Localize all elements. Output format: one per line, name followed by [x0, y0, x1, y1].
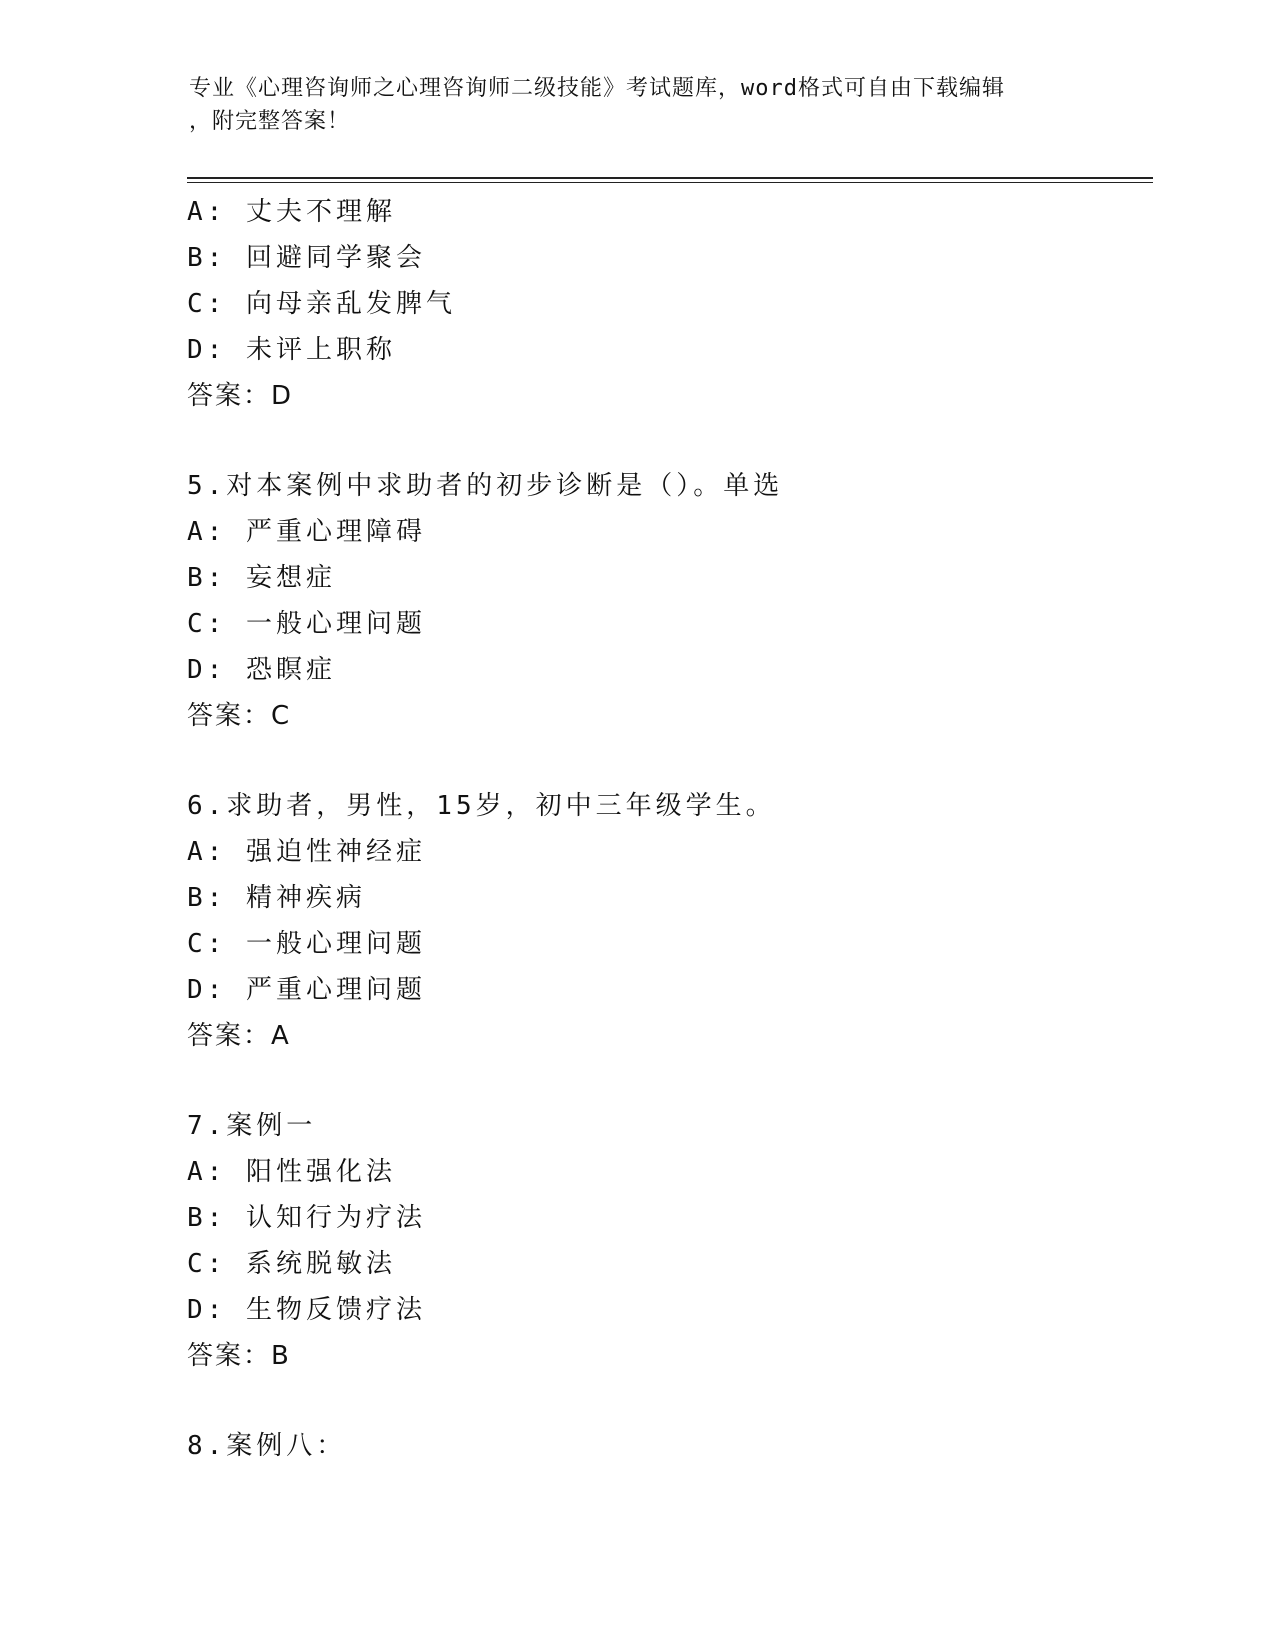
header-line-1: 专业《心理咨询师之心理咨询师二级技能》考试题库，word格式可自由下载编辑	[189, 76, 1005, 101]
header-divider-thin	[187, 182, 1153, 183]
question-title: 5.对本案例中求助者的初步诊断是（）。单选	[187, 471, 784, 501]
option-c: C: 向母亲乱发脾气	[187, 289, 456, 319]
option-d: D: 恐瞑症	[187, 655, 336, 685]
option-c: C: 系统脱敏法	[187, 1249, 396, 1279]
option-b: B: 妄想症	[187, 563, 336, 593]
answer: 答案：B	[187, 1341, 291, 1371]
question-list	[187, 189, 1153, 1469]
option-d: D: 生物反馈疗法	[187, 1295, 426, 1325]
spacer	[187, 1379, 1153, 1423]
answer: 答案：D	[187, 381, 294, 411]
question-title: 8.案例八：	[187, 1431, 347, 1461]
option-b: B: 回避同学聚会	[187, 243, 426, 273]
option-c: C: 一般心理问题	[187, 609, 426, 639]
question-6	[187, 783, 1153, 1059]
question-8	[187, 1423, 1153, 1469]
option-a: A: 丈夫不理解	[187, 197, 396, 227]
option-b: B: 认知行为疗法	[187, 1203, 426, 1233]
option-a: A: 强迫性神经症	[187, 837, 426, 867]
question-title: 6.求助者，男性，15岁，初中三年级学生。	[187, 791, 776, 821]
header-line-2: ，附完整答案！	[189, 109, 351, 134]
answer: 答案：C	[187, 701, 292, 731]
option-d: D: 严重心理问题	[187, 975, 426, 1005]
question-title: 7.案例一	[187, 1111, 317, 1141]
spacer	[187, 1059, 1153, 1103]
header-divider-thick	[187, 177, 1153, 179]
option-a: A: 严重心理障碍	[187, 517, 426, 547]
answer: 答案：A	[187, 1021, 291, 1051]
option-c: C: 一般心理问题	[187, 929, 426, 959]
option-a: A: 阳性强化法	[187, 1157, 396, 1187]
question-7	[187, 1103, 1153, 1379]
option-b: B: 精神疾病	[187, 883, 366, 913]
question-4	[187, 189, 1153, 419]
option-d: D: 未评上职称	[187, 335, 396, 365]
spacer	[187, 419, 1153, 463]
document-header	[189, 72, 1089, 138]
question-5	[187, 463, 1153, 739]
spacer	[187, 739, 1153, 783]
